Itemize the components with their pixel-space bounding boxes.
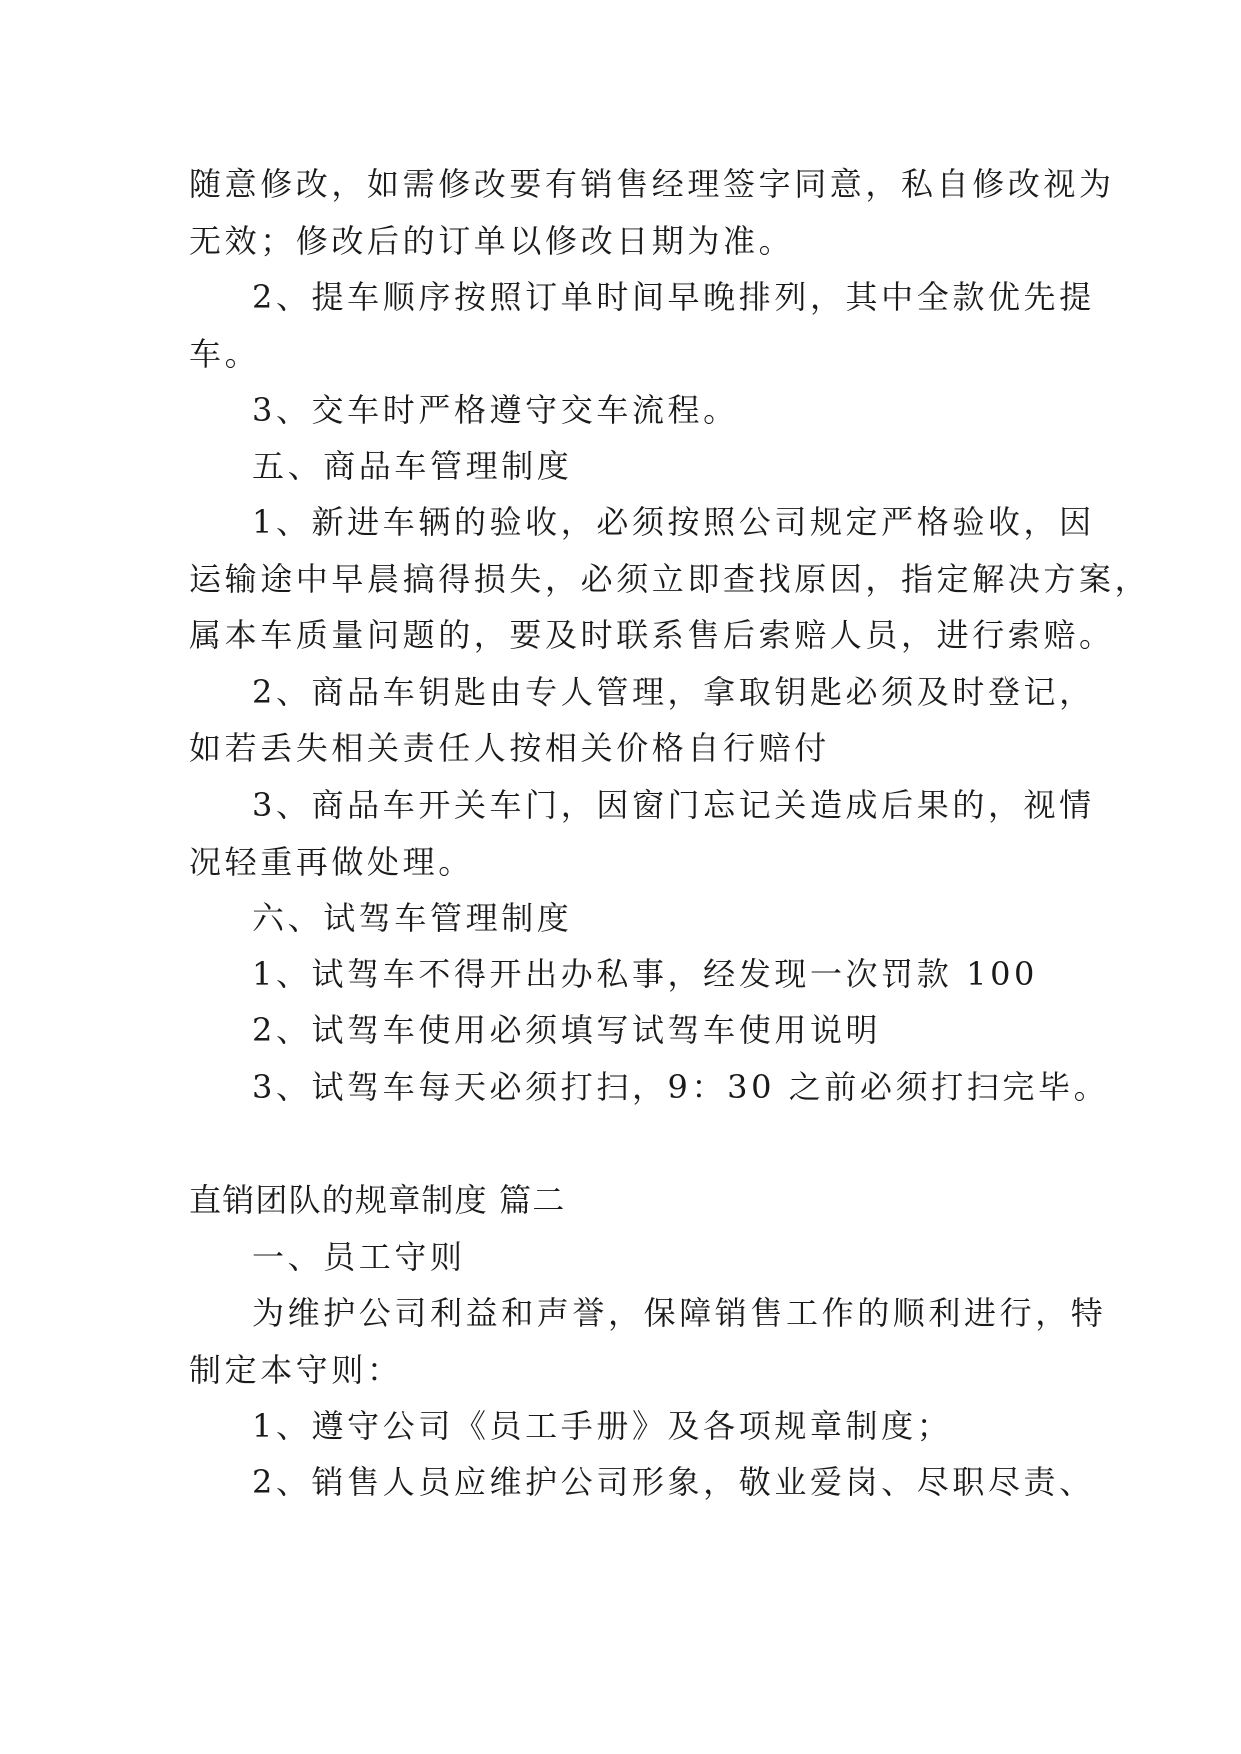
- paragraph-line: 1、新进车辆的验收，必须按照公司规定严格验收，因: [252, 503, 1095, 541]
- paragraph-line: 制定本守则：: [189, 1351, 403, 1389]
- paragraph-line: 2、商品车钥匙由专人管理，拿取钥匙必须及时登记，: [252, 673, 1095, 711]
- paragraph-line: 为维护公司利益和声誉，保障销售工作的顺利进行，特: [252, 1294, 1107, 1332]
- paragraph-line: 3、交车时严格遵守交车流程。: [252, 391, 739, 429]
- paragraph-line: 3、试驾车每天必须打扫，9：30 之前必须打扫完毕。: [252, 1068, 1110, 1106]
- paragraph-line: 无效；修改后的订单以修改日期为准。: [189, 222, 795, 260]
- section-heading: 五、商品车管理制度: [252, 447, 573, 485]
- paragraph-line: 况轻重再做处理。: [189, 843, 474, 881]
- paragraph-line: 1、遵守公司《员工手册》及各项规章制度；: [252, 1407, 953, 1445]
- paragraph-line: 属本车质量问题的，要及时联系售后索赔人员，进行索赔。: [189, 616, 1115, 654]
- document-section-title: 直销团队的规章制度 篇二: [189, 1181, 566, 1219]
- paragraph-line: 如若丢失相关责任人按相关价格自行赔付: [189, 729, 830, 767]
- paragraph-line: 3、商品车开关车门，因窗门忘记关造成后果的，视情: [252, 786, 1095, 824]
- paragraph-line: 运输途中早晨搞得损失，必须立即查找原因，指定解决方案，: [189, 560, 1151, 598]
- section-heading: 六、试驾车管理制度: [252, 899, 573, 937]
- paragraph-line: 2、销售人员应维护公司形象，敬业爱岗、尽职尽责、: [252, 1463, 1095, 1501]
- paragraph-line: 车。: [189, 335, 261, 373]
- section-heading: 一、员工守则: [252, 1238, 466, 1276]
- paragraph-line: 随意修改，如需修改要有销售经理签字同意，私自修改视为: [189, 165, 1115, 203]
- paragraph-line: 1、试驾车不得开出办私事，经发现一次罚款 100: [252, 955, 1039, 993]
- paragraph-line: 2、试驾车使用必须填写试驾车使用说明: [252, 1011, 882, 1049]
- paragraph-line: 2、提车顺序按照订单时间早晚排列，其中全款优先提: [252, 278, 1095, 316]
